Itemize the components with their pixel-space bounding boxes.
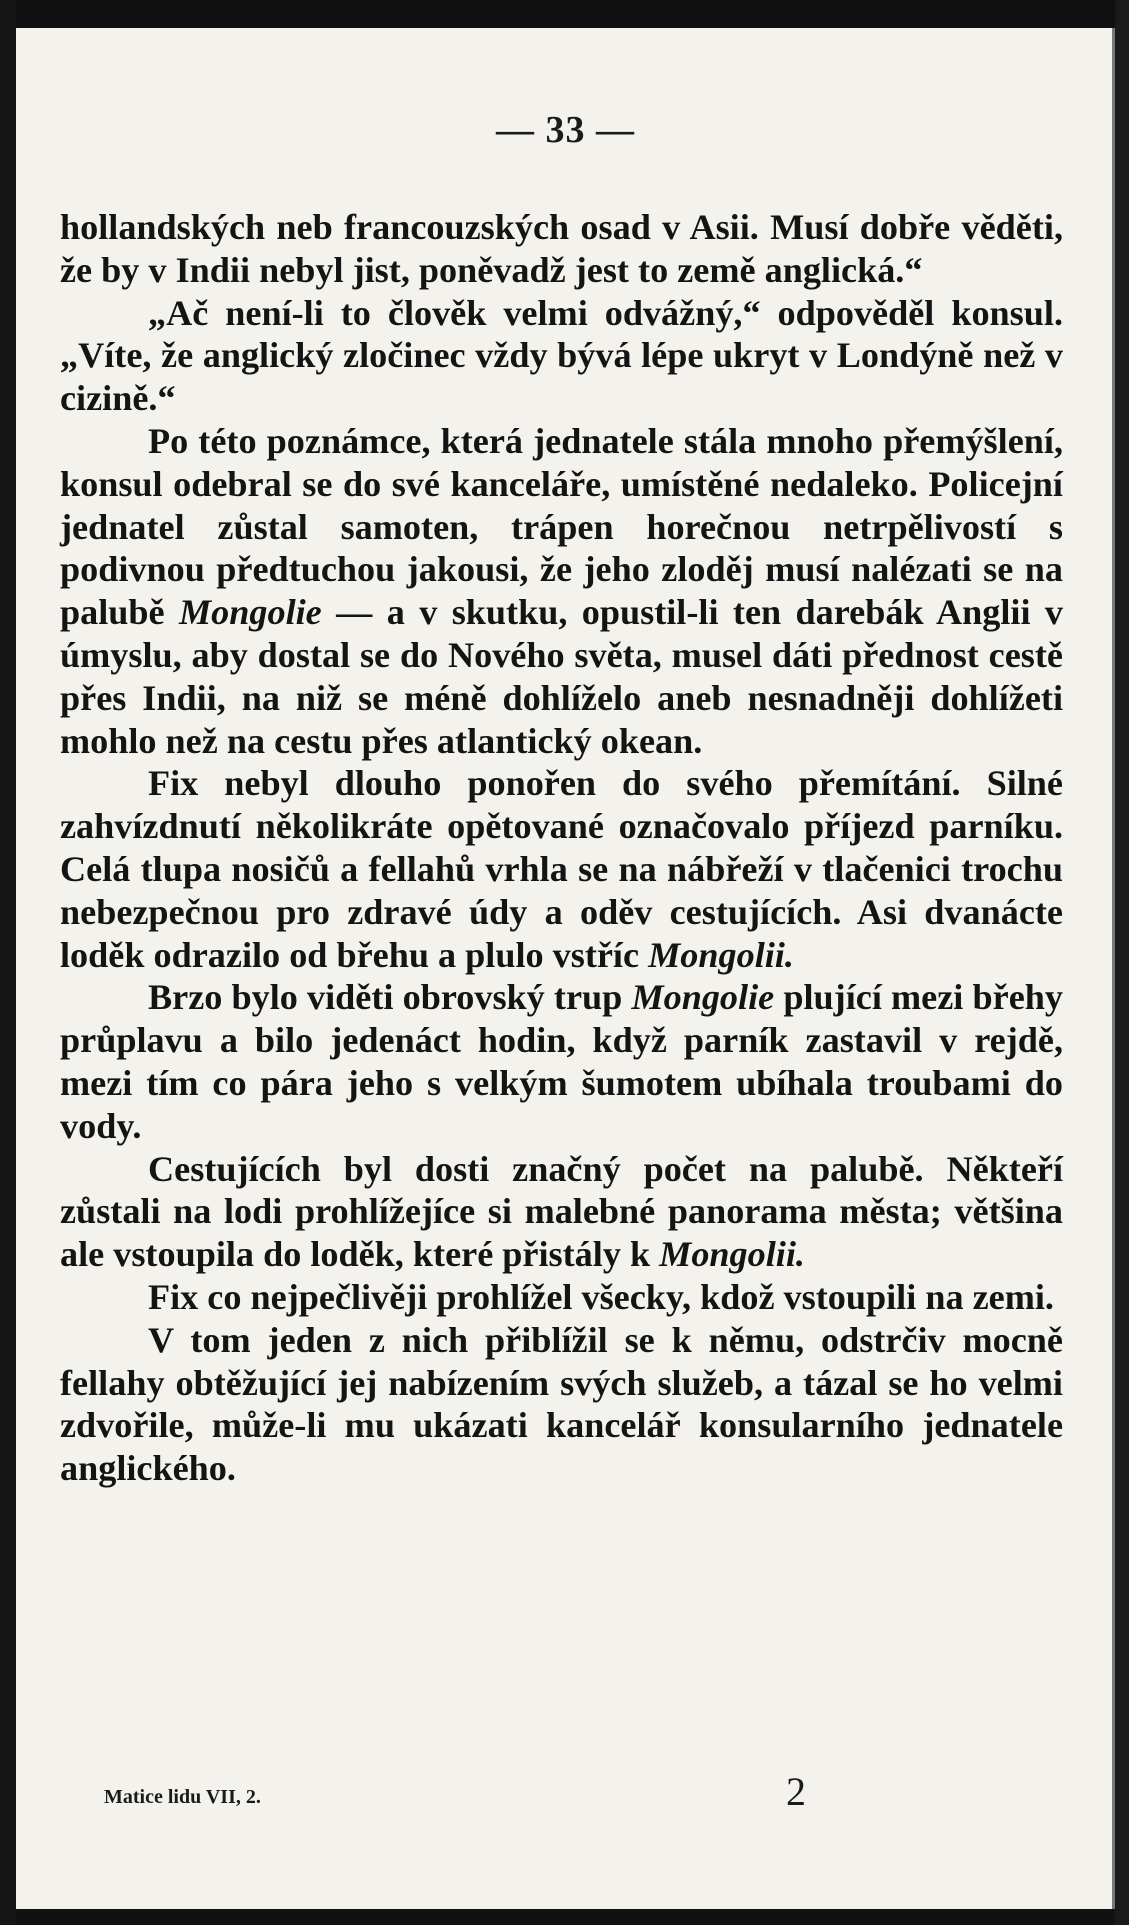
sheet-mark: 2 xyxy=(786,1769,806,1814)
printer-signature: Matice lidu VII, 2. xyxy=(104,1786,261,1808)
text-run: hollandských neb francouzských osad v Asii. Musí dobře věděti, že by v Indii nebyl jist, poněvadž jest to země anglická.“ xyxy=(60,207,1063,290)
paragraph-1 xyxy=(60,206,1063,292)
scan-border-right xyxy=(1115,0,1129,1925)
paragraph-7 xyxy=(60,1276,1063,1319)
page-footer xyxy=(104,1768,985,1818)
ship-name-italic: Mongolie xyxy=(178,592,322,633)
ship-name-italic: Mongolie xyxy=(631,977,775,1018)
paragraph-6 xyxy=(60,1148,1063,1276)
text-run: Po této poznámce, která jednatele stála mnoho přemýšlení, konsul odebral se do své kanceláře, umístěné nedaleko. Policejní jednatel zůstal samoten, trápen horečnou netrpělivostí s podivnou předtuchou jakousi, že jeho zloděj musí nalézati se na palubě xyxy=(60,420,1063,633)
ship-name-italic: Mongolii. xyxy=(659,1234,805,1275)
book-page xyxy=(16,28,1115,1909)
text-run: plující mezi břehy průplavu a bilo jedenáct hodin, když parník zastavil v rejdě, mezi tím co pára jeho s velkým šumotem ubíhala troubami do vody. xyxy=(60,977,1063,1146)
paragraph-5 xyxy=(60,976,1063,1147)
text-run: Cestujících byl dosti značný počet na palubě. Někteří zůstali na lodi prohlížejíce si malebné panorama města; většina ale vstoupila do loděk, které přistály k xyxy=(60,1148,1063,1275)
paragraph-8 xyxy=(60,1319,1063,1490)
text-run: V tom jeden z nich přiblížil se k němu, odstrčiv mocně fellahy obtěžující jej nabízením svých služeb, a tázal se ho velmi zdvořile, může-li mu ukázati kancelář konsularního jednatele anglického. xyxy=(60,1319,1063,1489)
text-run: Fix co nejpečlivěji prohlížel všecky, kdož vstoupili na zemi. xyxy=(148,1276,1054,1317)
ship-name-italic: Mongolii. xyxy=(648,934,794,975)
paragraph-2 xyxy=(60,292,1063,420)
paragraph-4 xyxy=(60,762,1063,976)
text-run: — a v skutku, opustil-li ten darebák Anglii v úmyslu, aby dostal se do Nového světa, musel dáti přednost cestě přes Indii, na niž se méně dohlíželo aneb nesnadněji dohlížeti mohlo než na cestu přes atlantický okean. xyxy=(60,592,1063,761)
page-number: — 33 — xyxy=(496,109,635,151)
scan-border-left xyxy=(0,0,16,1925)
text-run: „Ač není-li to člověk velmi odvážný,“ odpověděl konsul. „Víte, že anglický zločinec vždy bývá lépe ukryt v Londýně než v cizině.“ xyxy=(60,292,1063,419)
body-text xyxy=(60,206,1063,1490)
text-run: Fix nebyl dlouho ponořen do svého přemítání. Silné zahvízdnutí několikráte opětované označovalo příjezd parníku. Celá tlupa nosičů a fellahů vrhla se na nábřeží v tlačenici trochu nebezpečnou pro zdravé údy a oděv cestujících. Asi dvanácte loděk odrazilo od břehu a plulo vstříc xyxy=(60,763,1063,975)
text-run: Brzo bylo viděti obrovský trup xyxy=(148,977,632,1018)
paragraph-3 xyxy=(60,420,1063,762)
scan-border-top xyxy=(0,0,1129,28)
